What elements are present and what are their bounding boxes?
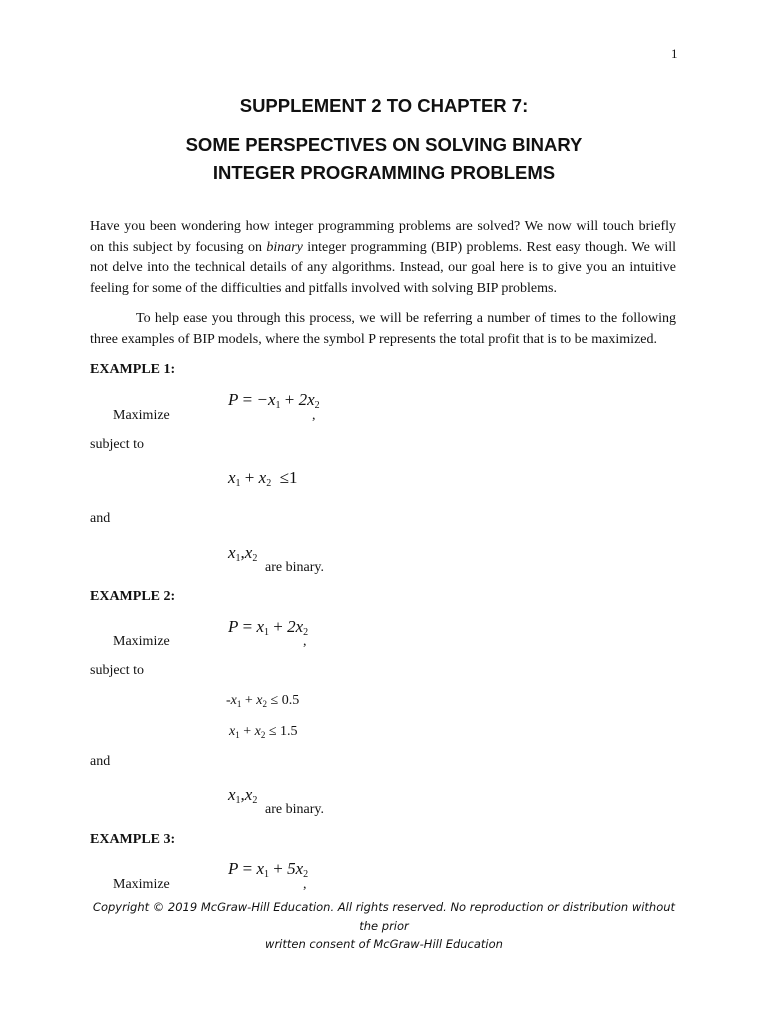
intro-text-1: Have you been wondering how integer programming problems are solved? We now will touch briefly on this subject by focusing on [90, 219, 676, 255]
section-title [90, 131, 678, 187]
example2-constraint1: $-x_1 + x_2 \le 0.5$ [226, 693, 300, 709]
examples-intro-paragraph: To help ease you through this process, we will be referring a number of times to the following three examples of BIP models, where the symbol P represents the total profit that is to be maximized. [90, 311, 676, 347]
intro-text-2: integer programming (BIP) problems. Rest easy though. We will not delve into the technical details of any algorithms. Instead, our goal here is to give you an intuitive feeling for some of the difficulties and pitfalls involved with solving BIP problems. [90, 239, 676, 296]
example3-comma: , [303, 877, 307, 892]
example1-variables: $x_1,x_2$ [228, 543, 258, 564]
example2-comma: , [303, 634, 307, 649]
example2-binary-label: are binary. [265, 802, 324, 817]
example3-objective: $P = x_1 + 5x_2$ [228, 859, 309, 880]
intro-emphasis: binary [266, 239, 303, 255]
example3-maximize-label: Maximize [113, 877, 170, 892]
page-number: 1 [671, 46, 678, 61]
section-title-line2: INTEGER PROGRAMMING PROBLEMS [212, 162, 556, 183]
intro-paragraph [90, 217, 676, 299]
example2-constraint2: $x_1 + x_2 \le 1.5$ [229, 724, 298, 740]
example2-and: and [90, 754, 111, 769]
chapter-title: SUPPLEMENT 2 TO CHAPTER 7: [239, 95, 529, 116]
example2-heading: EXAMPLE 2: [90, 589, 176, 604]
example2-maximize-label: Maximize [113, 634, 170, 649]
copyright-line1: Copyright © 2019 McGraw-Hill Education. All rights reserved. No reproduction or distribution without the prior [92, 900, 676, 933]
copyright-line2: written consent of McGraw-Hill Education [265, 937, 503, 951]
example1-comma: , [312, 408, 316, 423]
example1-subject-to: subject to [90, 437, 145, 452]
example1-and: and [90, 511, 111, 526]
copyright-footer [90, 898, 678, 954]
example1-constraint: $x_1 + x_2 \le 1$ [228, 468, 298, 489]
section-title-line1: SOME PERSPECTIVES ON SOLVING BINARY [185, 134, 583, 155]
example2-objective: $P = x_1 + 2x_2$ [228, 617, 309, 638]
example3-heading: EXAMPLE 3: [90, 832, 176, 847]
example1-heading: EXAMPLE 1: [90, 362, 176, 377]
example2-subject-to: subject to [90, 663, 145, 678]
example1-binary-label: are binary. [265, 560, 324, 575]
example1-objective: $P = -x_1 + 2x_2$ [228, 390, 320, 411]
example2-variables: $x_1,x_2$ [228, 785, 258, 806]
example1-maximize-label: Maximize [113, 408, 170, 423]
